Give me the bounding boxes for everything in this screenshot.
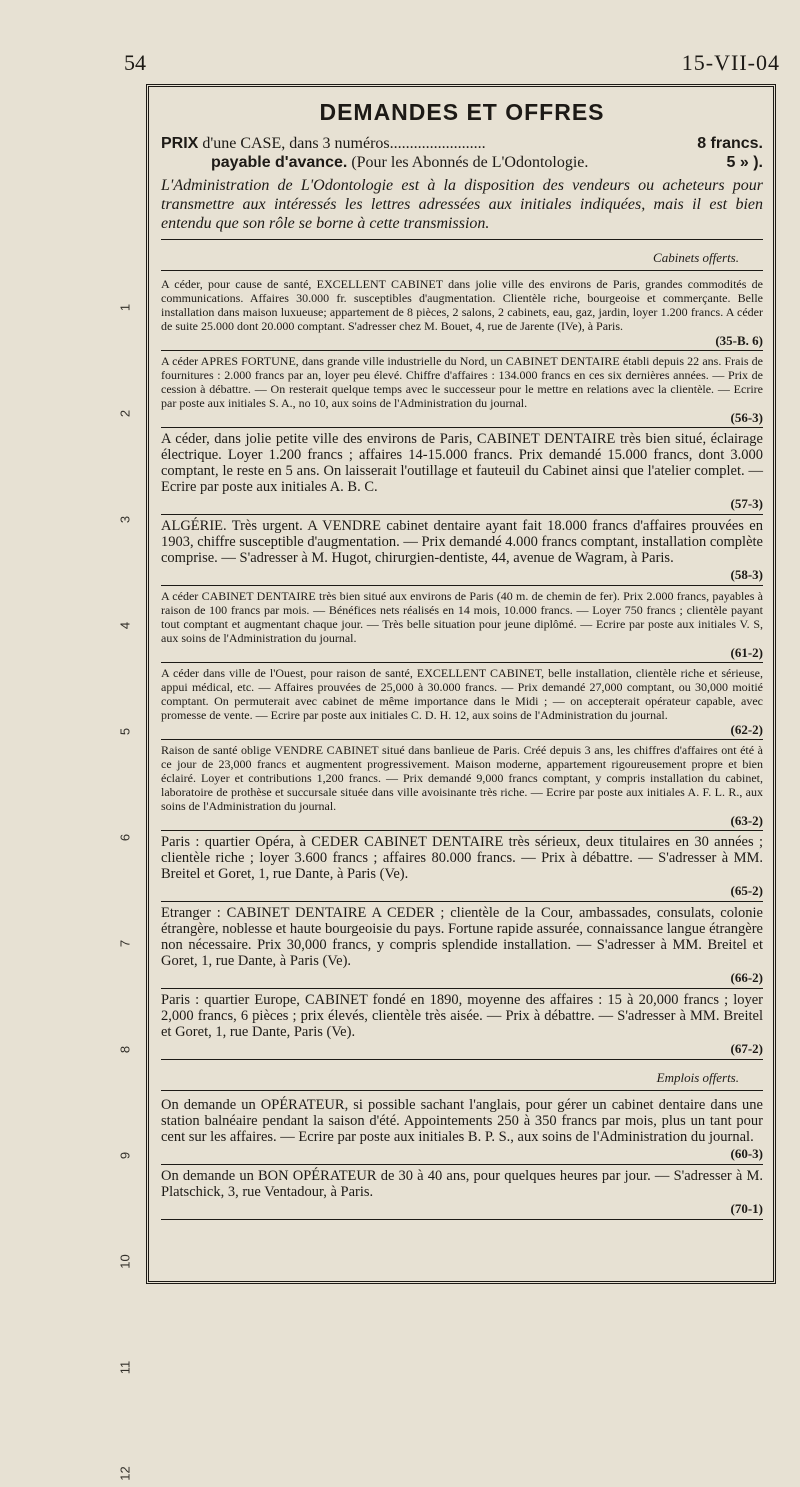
ad-entry: [161, 663, 763, 740]
margin-mark: 10: [117, 1254, 133, 1269]
ad-entry: [161, 515, 763, 586]
ad-entry: [161, 831, 763, 902]
section-emplois: Emplois offerts.: [656, 1070, 739, 1085]
ad-text: A céder CABINET DENTAIRE très bien situé aux environs de Paris (40 m. de chemin de fer). Prix 2.000 francs, payables à raison de 100 francs par mois. — Bénéfices nets réalisés en 14 mois, 10.000 francs. — Loyer 750 francs ; clientèle payant tout comptant et augmentant chaque jour. — Très belle situation pour jeune diplômé. — Ecrire par poste aux initiales V. S, aux soins de l'Administration du journal.: [161, 589, 763, 645]
price-label: PRIX: [161, 135, 199, 152]
divider: [161, 239, 763, 240]
intro-text: L'Administration de L'Odontologie est à la disposition des vendeurs ou acheteurs pour transmettre aux intéressés les lettres adressées aux initiales indiquées, mais il est bien entendu que son rôle se borne à cette transmission.: [161, 177, 763, 232]
ad-text: Paris : quartier Europe, CABINET fondé en 1890, moyenne des affaires : 15 à 20,000 francs ; loyer 2,000 francs, 6 pièces ; prix élevés, clientèle très aisée. — Prix à débattre. — S'adresser à MM. Breitel et Goret, 1, rue Dante, Paris (Ve).: [161, 992, 763, 1040]
subscriber-text: (Pour les Abonnés de L'Odontologie.: [351, 154, 589, 171]
page-date: 15-VII-04: [681, 50, 780, 75]
margin-mark: 1: [117, 303, 133, 312]
price-line-2: [161, 153, 763, 172]
section-cabinets: Cabinets offerts.: [653, 250, 739, 265]
page-number: 54: [124, 50, 146, 75]
ad-reference: (70-1): [730, 1201, 763, 1216]
emplois-list: [161, 1094, 763, 1220]
price-value: 8 francs.: [697, 135, 763, 152]
ad-text: A céder APRES FORTUNE, dans grande ville industrielle du Nord, un CABINET DENTAIRE établi depuis 22 ans. Frais de fournitures : 2.000 francs par an, loyer peu élevé. Chiffre d'affaires : 134.000 francs en ces six dernières années. — Prix de cession à débattre. — On resterait quelque temps avec le successeur pour le mettre en relations avec la clientèle. — Ecrire par poste aux initiales S. A., no 10, aux soins de l'Administration du journal.: [161, 354, 763, 410]
ad-entry: [161, 586, 763, 663]
margin-mark: 12: [117, 1466, 133, 1481]
margin-mark: 8: [117, 1045, 133, 1054]
ad-reference: (63-2): [730, 813, 763, 828]
ad-text: Etranger : CABINET DENTAIRE A CEDER ; clientèle de la Cour, ambassades, consulats, colonie étrangère, noblesse et haute bourgeoisie du pays. Fortune rapide assurée, connaissance langue étrangère non nécessaire. Prix 30,000 francs, y compris splendide installation. — S'adresser à MM. Breitel et Goret, 1, rue Dante, à Paris (Ve).: [161, 905, 763, 969]
ad-text: Paris : quartier Opéra, à CEDER CABINET DENTAIRE très sérieux, deux titulaires en 30 années ; clientèle riche ; loyer 3.600 francs ; affaires 80.000 francs. — Prix à débattre. — S'adresser à MM. Breitel et Goret, 1, rue Dante, à Paris (Ve).: [161, 834, 763, 882]
margin-mark: 4: [117, 621, 133, 630]
ad-text: On demande un OPÉRATEUR, si possible sachant l'anglais, pour gérer un cabinet dentaire dans une station balnéaire pendant la saison d'été. Appointements 250 à 350 francs par mois, plus un tant pour cent sur les affaires. — Ecrire par poste aux initiales B. P. S., aux soins de l'Administration du journal.: [161, 1097, 763, 1145]
ads-list: [161, 274, 763, 1060]
ad-reference: (62-2): [730, 722, 763, 737]
payable-label: payable d'avance.: [211, 154, 348, 171]
ad-text: On demande un BON OPÉRATEUR de 30 à 40 ans, pour quelques heures par jour. — S'adresser à M. Platschick, 3, rue Ventadour, à Paris.: [161, 1168, 763, 1200]
ad-text: A céder dans ville de l'Ouest, pour raison de santé, EXCELLENT CABINET, belle installation, clientèle riche et sérieuse, appui médical, etc. — Affaires prouvées de 25,000 à 30.000 francs. — Prix demandé 27,000 comptant, ou 30,000 moitié comptant. On permuterait avec cabinet de même importance dans le Midi ; — on accepterait opérateur capable, avec promesse de vente. — Ecrire par poste aux initiales C. D. H. 12, aux soins de l'Administration du journal.: [161, 666, 763, 722]
ad-entry: [161, 902, 763, 989]
margin-mark: 9: [117, 1151, 133, 1160]
ad-reference: (66-2): [730, 970, 763, 985]
margin-mark: 5: [117, 727, 133, 736]
ad-text: A céder, dans jolie petite ville des environs de Paris, CABINET DENTAIRE très bien situé, éclairage électrique. Loyer 1.200 francs ; affaires 14-15.000 francs. Prix demandé 15.000 francs, dont 3.000 comptant, le reste en 5 ans. On laisserait l'outillage et fauteuil du Cabinet ainsi que l'atelier complet. — Ecrire par poste aux initiales A. B. C.: [161, 431, 763, 495]
ad-reference: (67-2): [730, 1041, 763, 1056]
ad-entry: [161, 1165, 763, 1220]
page-title: DEMANDES ET OFFRES: [319, 99, 605, 125]
margin-mark: 3: [117, 515, 133, 524]
ad-entry: [161, 1094, 763, 1165]
margin-mark: 7: [117, 939, 133, 948]
ad-entry: [161, 989, 763, 1060]
ad-reference: (35-B. 6): [715, 333, 763, 348]
ads-frame: [146, 84, 776, 1284]
ad-reference: (65-2): [730, 883, 763, 898]
ad-reference: (61-2): [730, 645, 763, 660]
divider: [161, 1090, 763, 1091]
ad-text: ALGÉRIE. Très urgent. A VENDRE cabinet dentaire ayant fait 18.000 francs d'affaires prouvées en 1903, chiffre susceptible d'augmentation. — Prix demandé 4.000 francs comptant, installation complète comprise. — S'adresser à M. Hugot, chirurgien-dentiste, 44, avenue de Wagram, à Paris.: [161, 518, 763, 566]
margin-mark: 2: [117, 409, 133, 418]
margin-mark: 11: [117, 1360, 133, 1375]
margin-marks: [112, 0, 142, 1481]
price-line-1: [161, 134, 763, 153]
ad-entry: [161, 740, 763, 831]
ad-text: A céder, pour cause de santé, EXCELLENT CABINET dans jolie ville des environs de Paris, grandes commodités de communications. Affaires 30.000 fr. susceptibles d'augmentation. Clientèle riche, bourgeoise et commerçante. Belle installation dans maison luxueuse; appartement de 8 pièces, 2 salons, 2 cabinets, eau, gaz, jardin, loyer 1.200 francs. A céder de suite 25.000 dont 20.000 comptant. S'adresser chez M. Bouet, 4, rue de Jarente (IVe), à Paris.: [161, 277, 763, 333]
ad-entry: [161, 274, 763, 351]
margin-mark: 6: [117, 833, 133, 842]
price-text: d'une CASE, dans 3 numéros........................: [202, 135, 486, 152]
ad-reference: (58-3): [730, 567, 763, 582]
subscriber-price: 5 » ).: [726, 154, 763, 171]
ad-reference: (60-3): [730, 1146, 763, 1161]
ad-entry: [161, 428, 763, 515]
ad-text: Raison de santé oblige VENDRE CABINET situé dans banlieue de Paris. Créé depuis 3 ans, les chiffres d'affaires ont été à ce jour de 23,000 francs et augmentent progressivement. Maison moderne, appartement rigoureusement propre et bien éclairé. Loyer et contributions 1,200 francs. — Prix demandé 9,000 francs comptant, y compris installation du cabinet, laboratoire de prothèse et succursale située dans ville avoisinante très riche. — Ecrire par poste aux initiales A. F. L. R., aux soins de l'Administration du journal.: [161, 743, 763, 813]
divider: [161, 270, 763, 271]
ad-entry: [161, 351, 763, 428]
ad-reference: (56-3): [730, 410, 763, 425]
ad-reference: (57-3): [730, 496, 763, 511]
